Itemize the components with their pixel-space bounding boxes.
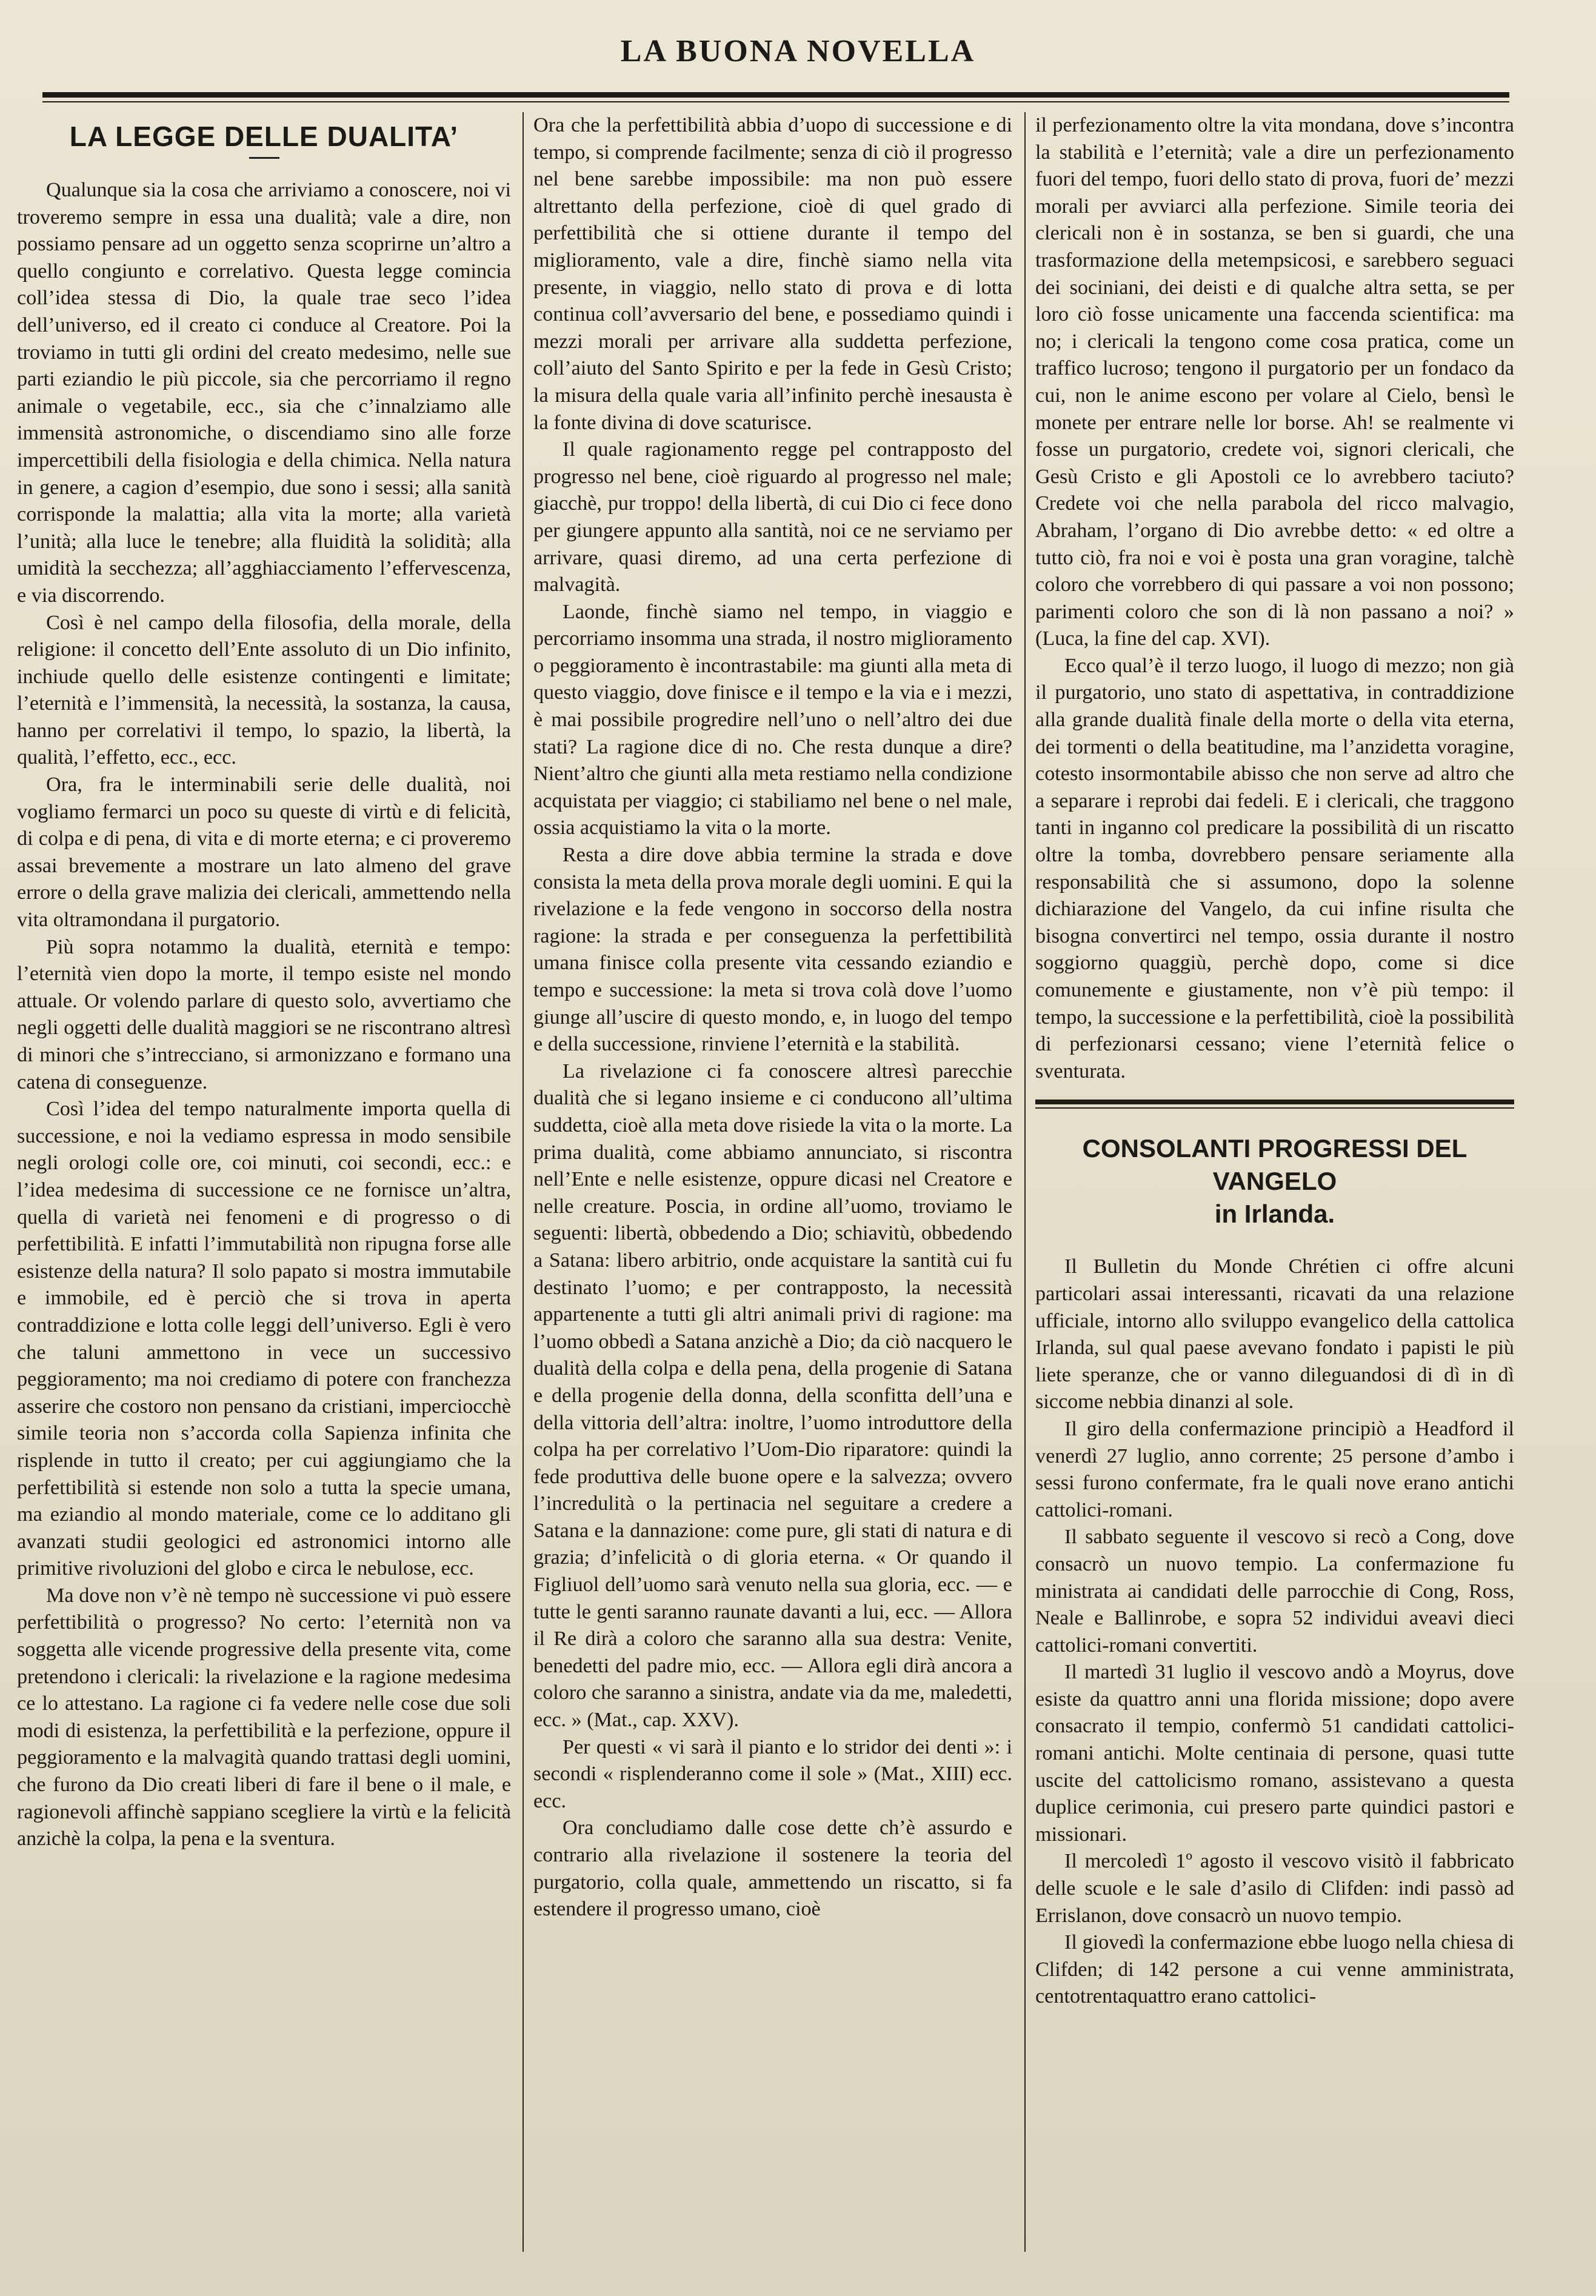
article-separator: [1035, 1091, 1514, 1120]
paragraph: Ma dove non v’è nè tempo nè successione vi può essere perfettibilità o progresso? No certo: l’eternità non va soggetta alle vicende progressive della presente vita, come pretendono i clericali: la rivelazione e la ragione medesima ce lo attestano. La ragione ci fa vedere nelle cose due soli modi di esistenza, la perfettibilità e la perfezione, oppure il peggioramento e la malvagità quando trattasi degli uomini, che furono da Dio creati liberi di fare il bene o il male, e ragionevoli affinchè sappiano scegliere la virtù e la felicità anzichè la colpa, la pena e la sventura.: [17, 1584, 511, 1850]
paragraph: Il giro della confermazione principiò a Headford il venerdì 27 luglio, anno corrente; 25 persone d’ambo i sessi furono confermate, fra le quali nove erano antichi cattolici-romani.: [1035, 1417, 1514, 1521]
paragraph: La rivelazione ci fa conoscere altresì parecchie dualità che si legano insieme e ci conducono all’ultima suddetta, cioè alla meta dove risiede la vita o la morte. La prima dualità, come abbiamo annunciato, si riscontra nell’Ente e nelle esistenze, oppure dicasi nel Creatore e nelle creature. Poscia, in ordine all’uomo, troviamo le seguenti: libertà, obbedendo a Dio; schiavitù, obbedendo a Satana: libero arbitrio, onde acquistare la santità cui fu destinato l’uomo; e per contrapposto, la necessità appartenente a tutti gli altri animali privi di ragione: ma l’uomo obbedì a Satana anzichè a Dio; da ciò nacquero le dualità della colpa e della pena, della progenie di Satana e della progenie della donna, della sconfitta dell’una e della vittoria dell’altra: inoltre, l’uomo introduttore della colpa ha per correlativo l’Uom-Dio riparatore: quindi la fede produttiva delle buone opere e la salvezza; ovvero l’incredulità o la pertinacia nel seguitare a credere a Satana e la dannazione: come pure, gli stati di natura e di grazia; d’infelicità o di gloria eterna. « Or quando il Figliuol dell’uomo sarà venuto nella sua gloria, ecc. — e tutte le genti saranno raunate davanti a lui, ecc. — Allora il Re dirà a coloro che saranno alla sua destra: Venite, benedetti del padre mio, ecc. — Allora egli dirà ancora a coloro che saranno a sinistra, andate via da me, maledetti, ecc. » (Mat., cap. XXV).: [533, 1060, 1012, 1732]
column-3: [1035, 112, 1514, 2246]
masthead-rule-thin: [42, 101, 1509, 102]
article-title-line2: in Irlanda.: [1214, 1200, 1335, 1229]
article-title: [1035, 1132, 1514, 1230]
paragraph: il perfezionamento oltre la vita mondana, dove s’incontra la stabilità e l’eternità; vale a dire un perfezionamento fuori del tempo, fuori dello stato di prova, fuori de’ mezzi morali per avviarci alla perfezione. Simile teoria dei clericali non è in sostanza, se ben si guardi, che una trasformazione della metempsicosi, e sarebbero seguaci dei sociniani, dei deisti e di qualche altra setta, se per loro ciò fosse unicamente una faccenda scientifica: ma no; i clericali la tengono come cosa pratica, come un traffico lucroso; tengono il purgatorio per un fondaco da cui, non le anime escono per volare al Cielo, bensì le monete per entrare nelle lor borse. Ah! se realmente vi fosse un purgatorio, credete voi, signori clericali, che Gesù Cristo e gli Apostoli ce lo avrebbero taciuto? Credete voi che nella parabola del ricco malvagio, Abraham, l’organo di Dio avrebbe detto: « ed oltre a tutto ciò, fra noi e voi è posta una gran voragine, talchè coloro che vorrebbero di qui passare a voi non possono; parimenti coloro che son di là non passano a noi? » (Luca, la fine del cap. XVI).: [1035, 114, 1514, 650]
paragraph: Il sabbato seguente il vescovo si recò a Cong, dove consacrò un nuovo tempio. La confermazione fu ministrata ai candidati delle parrocchie di Cong, Ross, Neale e Ballinrobe, e sopra 52 individui aveavi dieci cattolici-romani convertiti.: [1035, 1526, 1514, 1657]
paragraph: Il martedì 31 luglio il vescovo andò a Moyrus, dove esiste da quattro anni una florida missione; dopo avere consacrato il tempio, confermò 51 candidati cattolici-romani antichi. Molte centinaia di persone, quasi tutte uscite del cattolicismo romano, assistevano a questa duplice cerimonia, cui presero parte quindici pastori e missionari.: [1035, 1661, 1514, 1846]
paragraph: Il Bulletin du Monde Chrétien ci offre alcuni particolari assai interessanti, ricavati da una relazione ufficiale, intorno allo sviluppo evangelico della cattolica Irlanda, sul qual paese avevano fondato i papisti le più liete speranze, che or vanno dileguandosi di dì in dì siccome nebbia dinanzi al sole.: [1035, 1255, 1514, 1413]
paragraph: Il quale ragionamento regge pel contrapposto del progresso nel bene, cioè riguardo al progresso nel male; giacchè, pur troppo! della libertà, di cui Dio ci fece dono per giungere appunto alla santità, noi ce ne serviamo per arrivare, quasi diremo, ad una certa perfezione di malvagità.: [533, 438, 1012, 596]
paragraph: Ora che la perfettibilità abbia d’uopo di successione e di tempo, si comprende facilmente; senza di ciò il progresso nel bene sarebbe impossibile: ma non può essere altrettanto della perfezione, cioè di quel grado di perfettibilità che si ottiene durante il tempo del miglioramento, vale a dire, finchè siamo nella vita presente, in viaggio, nello stato di prova e di lotta continua coll’avversario del bene, e possediamo quindi i mezzi morali per arrivare alla suddetta perfezione, coll’aiuto del Santo Spirito e per la fede in Gesù Cristo; la misura della quale varia all’infinito perchè inesausta è la fonte divina di dove scaturisce.: [533, 114, 1012, 434]
paragraph: Resta a dire dove abbia termine la strada e dove consista la meta della prova morale degli uomini. E qui la rivelazione e la fede vengono in soccorso della nostra ragione: la strada e per conseguenza la perfettibilità umana finisce colla presente vita cessando eziandio e tempo e successione: la meta si trova colà dove l’uomo giunge all’uscire di questo mondo, e, in luogo del tempo e della successione, rinviene l’eternità e la stabilità.: [533, 844, 1012, 1056]
paragraph: Per questi « vi sarà il pianto e lo stridor dei denti »: i secondi « risplenderanno come il sole » (Mat., XIII) ecc. ecc.: [533, 1735, 1012, 1812]
column-divider: [1024, 112, 1026, 2252]
masthead: LA BUONA NOVELLA: [620, 34, 976, 68]
paragraph: Così l’idea del tempo naturalmente importa quella di successione, e noi la vediamo espressa in modo sensibile negli orologi colle ore, coi minuti, coi secondi, ecc.: e l’idea medesima di successione ce ne fornisce un’altra, quella di varietà nei fenomeni e di progresso o di perfettibilità. E infatti l’immutabilità non ripugna forse alle esistenze della natura? Il solo papato si mostra immutabile e immobile, ed è perciò che si trova in aperta contraddizione e lotta colle leggi dell’universo. Egli è vero che taluni ammettono in vece un successivo peggioramento; ma noi crediamo di potere con franchezza asserire che costoro non pensano da cristiani, imperciocchè simile teoria non s’accorda colla Sapienza infinita che risplende in tutto il creato; per cui aggiungiamo che la perfettibilità si estende non solo a tutta la specie umana, ma eziandio al mondo materiale, come ce lo additano gli avanzati studii geologici ed astronomici intorno alle primitive rivoluzioni del globo e circa le nebulose, ecc.: [17, 1098, 511, 1580]
paragraph: Ora concludiamo dalle cose dette ch’è assurdo e contrario alla rivelazione il sostenere la teoria del purgatorio, colla quale, ammettendo un riscatto, si fa estendere il progresso umano, cioè: [533, 1817, 1012, 1921]
title-underline: [249, 157, 279, 159]
paragraph: Più sopra notammo la dualità, eternità e tempo: l’eternità vien dopo la morte, il tempo esiste nel mondo attuale. Or volendo parlare di questo solo, avvertiamo che negli oggetti delle dualità maggiori se ne riscontrano altresì di minori che s’intrecciano, si armonizzano e formano una catena di conseguenze.: [17, 935, 511, 1093]
column-1: [17, 112, 511, 2246]
paragraph: Il giovedì la confermazione ebbe luogo nella chiesa di Clifden; di 142 persone a cui venne amministrata, centotrentaquattro erano cattolici-: [1035, 1931, 1514, 2008]
paragraph: Ora, fra le interminabili serie delle dualità, noi vogliamo fermarci un poco su queste di virtù e di felicità, di colpa e di pena, di vita e di morte eterna; e ci proveremo assai brevemente a mostrare un lato almeno del grave errore o della grave malizia dei clericali, ammettendo nella vita oltramondana il purgatorio.: [17, 773, 511, 932]
paragraph: Così è nel campo della filosofia, della morale, della religione: il concetto dell’Ente assoluto di un Dio infinito, inchiude quello delle esistenze contingenti e limitate; l’eternità e l’immensità, la necessità, la sostanza, la causa, hanno per correlativi il tempo, lo spazio, la libertà, la qualità, l’effetto, ecc., ecc.: [17, 611, 511, 769]
column-divider: [523, 112, 524, 2252]
paragraph: Il mercoledì 1º agosto il vescovo visitò il fabbricato delle scuole e le sale d’asilo di Clifden: indi passò ad Errislanon, dove consacrò un nuovo tempio.: [1035, 1850, 1514, 1927]
paragraph: Laonde, finchè siamo nel tempo, in viaggio e percorriamo insomma una strada, il nostro miglioramento o peggioramento è incontrastabile: ma giunti alla meta di questo viaggio, dove finisce e il tempo e la via e i mezzi, è mai possibile progredire nell’uno o nell’altro dei due stati? La ragione dice di no. Che resta dunque a dire? Nient’altro che giunti alla meta restiamo nella condizione acquistata per viaggio; ci stabiliamo nel bene o nel male, ossia acquistiamo la vita o la morte.: [533, 600, 1012, 839]
masthead-rule-thick: [42, 92, 1509, 98]
paragraph: Ecco qual’è il terzo luogo, il luogo di mezzo; non già il purgatorio, uno stato di aspettativa, in contraddizione alla grande dualità finale della morte o della vita eterna, dei tormenti o della beatitudine, ma l’anzidetta voragine, cotesto insormontabile abisso che non serve ad altro che a separare i reprobi dai fedeli. E i clericali, che traggono tanti in inganno col predicare la possibilità di un riscatto oltre la tomba, dovrebbero pensare seriamente alla responsabilità che si assumono, dopo la solenne dichiarazione del Vangelo, da cui infine risulta che bisogna convertirci nel tempo, ossia durante il nostro soggiorno quaggiù, perchè dopo, come si dice comunemente e giustamente, non v’è più tempo: il tempo, la successione e la perfettibilità, cioè la possibilità di perfezionarsi cessano; viene l’eternità felice o sventurata.: [1035, 654, 1514, 1083]
article-title: LA LEGGE DELLE DUALITA’: [69, 121, 459, 152]
paragraph: Qualunque sia la cosa che arriviamo a conoscere, noi vi troveremo sempre in essa una dualità; vale a dire, non possiamo pensare ad un oggetto senza scoprirne un’altro a quello congiunto e correlativo. Questa legge comincia coll’idea stessa di Dio, la quale trae seco l’idea dell’universo, ed il creato ci conduce al Creatore. Poi la troviamo in tutti gli ordini del creato medesimo, nelle sue parti eziandio le più piccole, sia che percorriamo il regno animale o vegetabile, ecc., sia che c’innalziamo alle immensità astronomiche, o discendiamo sino alle forze impercettibili della fisiologia e della chimica. Nella natura in genere, a cagion d’esempio, due sono i sessi; alla sanità corrisponde la malattia; alla vita la morte; alla varietà l’unità; alla luce le tenebre; alla fluidità la solidità; alla umidità la secchezza; all’agghiacciamento l’effervescenza, e via discorrendo.: [17, 179, 511, 607]
column-2: [533, 112, 1012, 2246]
article-title-line1: CONSOLANTI PROGRESSI DEL VANGELO: [1082, 1134, 1467, 1196]
